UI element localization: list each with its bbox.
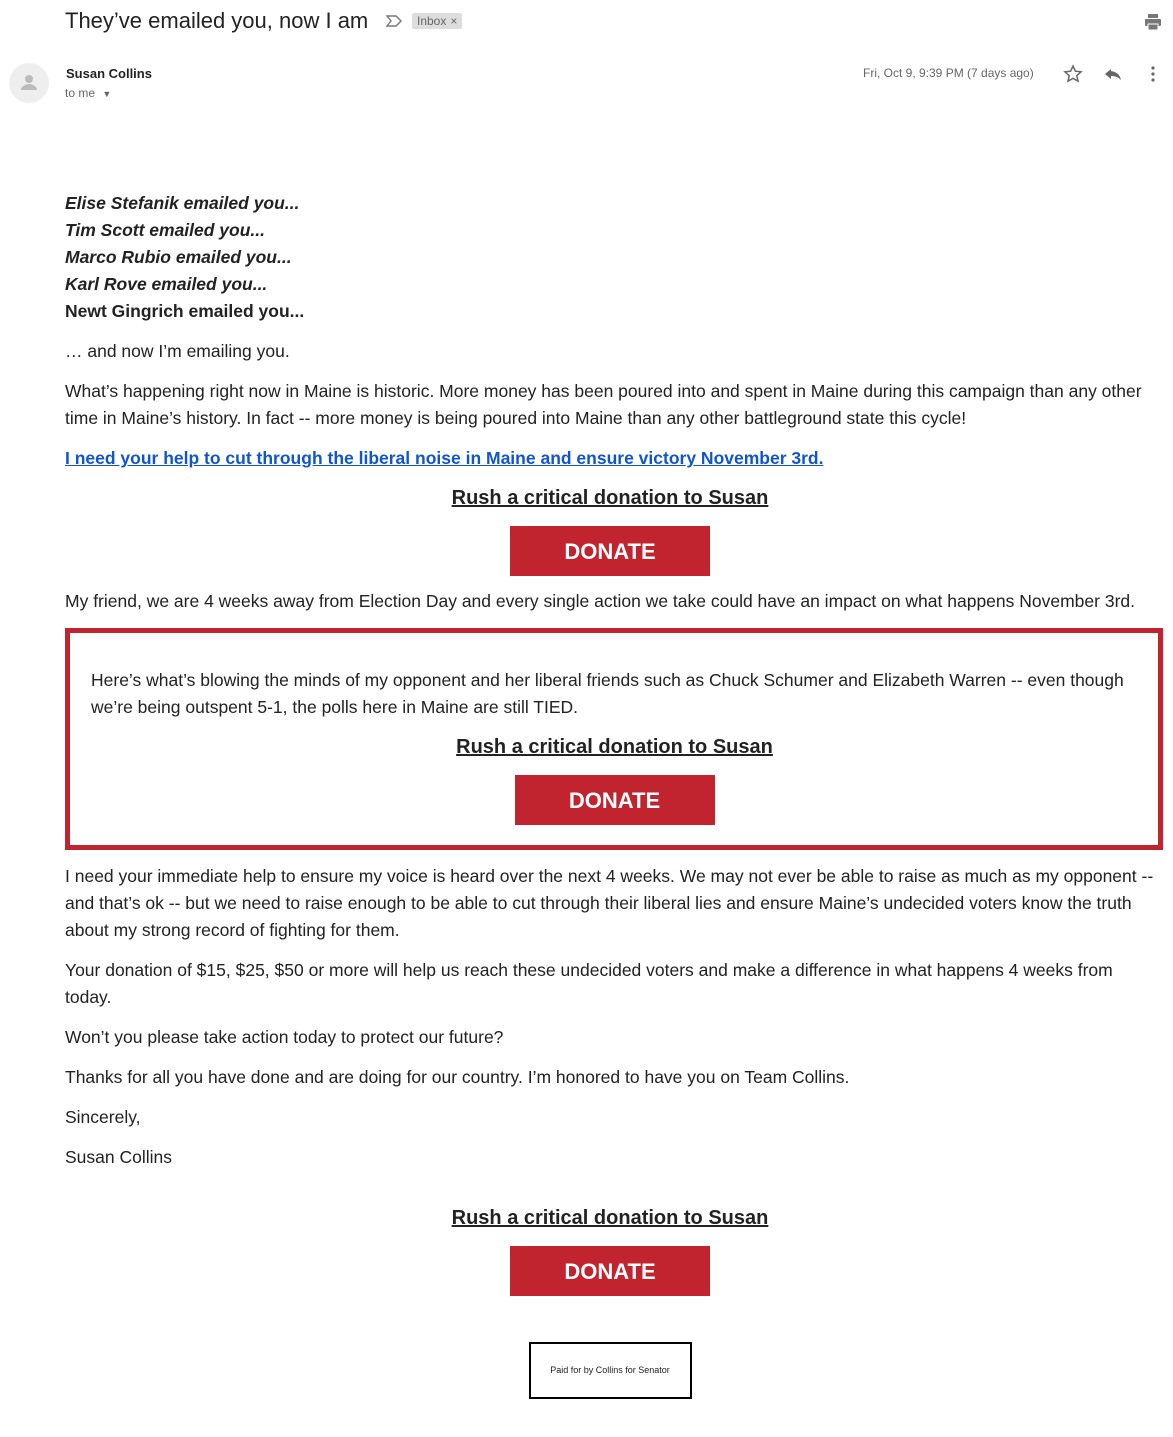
paragraph: Thanks for all you have done and are doing for our country. I’m honored to have you on Team Collins. [65,1067,850,1087]
sender-name[interactable]: Susan Collins [66,66,152,81]
help-link[interactable]: I need your help to cut through the liberal noise in Maine and ensure victory November 3rd. [65,448,824,468]
paragraph: Your donation of $15, $25, $50 or more will help us reach these undecided voters and make a difference in what happens 4 weeks from today. [65,960,1113,1007]
donate-button[interactable]: DONATE [515,775,715,825]
names-item: Newt Gingrich emailed you... [65,301,305,321]
recipient-details[interactable] [65,86,111,100]
names-item: Marco Rubio emailed you... [65,247,292,267]
donation-link[interactable]: Rush a critical donation to Susan [451,487,769,509]
star-icon[interactable] [1063,64,1083,84]
paragraph: Sincerely, [65,1107,141,1127]
print-icon[interactable] [1144,13,1162,31]
email-subject: They’ve emailed you, now I am [65,8,369,33]
paragraph: What’s happening right now in Maine is historic. More money has been poured into and spent in Maine during this campaign than any other time in Maine’s history. In fact -- more money is being poured into Maine than any other battleground state this cycle! [65,381,1142,428]
importance-marker-icon[interactable] [385,12,403,30]
names-item: Karl Rove emailed you... [65,274,268,294]
chevron-down-icon[interactable]: ▼ [102,89,112,99]
person-icon [9,63,49,103]
names-item: Tim Scott emailed you... [65,220,266,240]
avatar[interactable] [9,63,49,103]
inbox-label[interactable] [412,13,462,29]
names-item: Elise Stefanik emailed you... [65,193,300,213]
more-options-icon[interactable] [1143,64,1163,84]
paragraph: Here’s what’s blowing the minds of my opponent and her liberal friends such as Chuck Schumer and Elizabeth Warren -- even though we’re being outspent 5-1, the polls here in Maine are still TIED. [91,670,1124,717]
paragraph: … and now I’m emailing you. [65,341,290,361]
donation-link[interactable]: Rush a critical donation to Susan [456,736,773,758]
inbox-label-text: Inbox [417,14,447,28]
paragraph: My friend, we are 4 weeks away from Election Day and every single action we take could have an impact on what happens November 3rd. [65,591,1135,611]
remove-label-icon[interactable]: × [450,14,458,28]
donation-link[interactable]: Rush a critical donation to Susan [451,1207,769,1229]
highlight-box [65,628,1163,850]
reply-icon[interactable] [1103,64,1123,84]
paragraph: Won’t you please take action today to protect our future? [65,1027,504,1047]
donate-button[interactable]: DONATE [510,526,710,576]
signature: Susan Collins [65,1147,172,1167]
names-list [65,190,1155,325]
email-date: Fri, Oct 9, 9:39 PM (7 days ago) [863,66,1034,80]
paid-for-disclaimer: Paid for by Collins for Senator [529,1342,692,1399]
email-body [65,190,1155,1399]
donate-button[interactable]: DONATE [510,1246,710,1296]
paragraph: I need your immediate help to ensure my voice is heard over the next 4 weeks. We may not ever be able to raise as much as my opponent -- and that’s ok -- but we need to raise enough to be able to cut through their liberal lies and ensure Maine’s undecided voters know the truth about my strong record of fighting for them. [65,866,1154,940]
recipient-text: to me [65,86,96,100]
